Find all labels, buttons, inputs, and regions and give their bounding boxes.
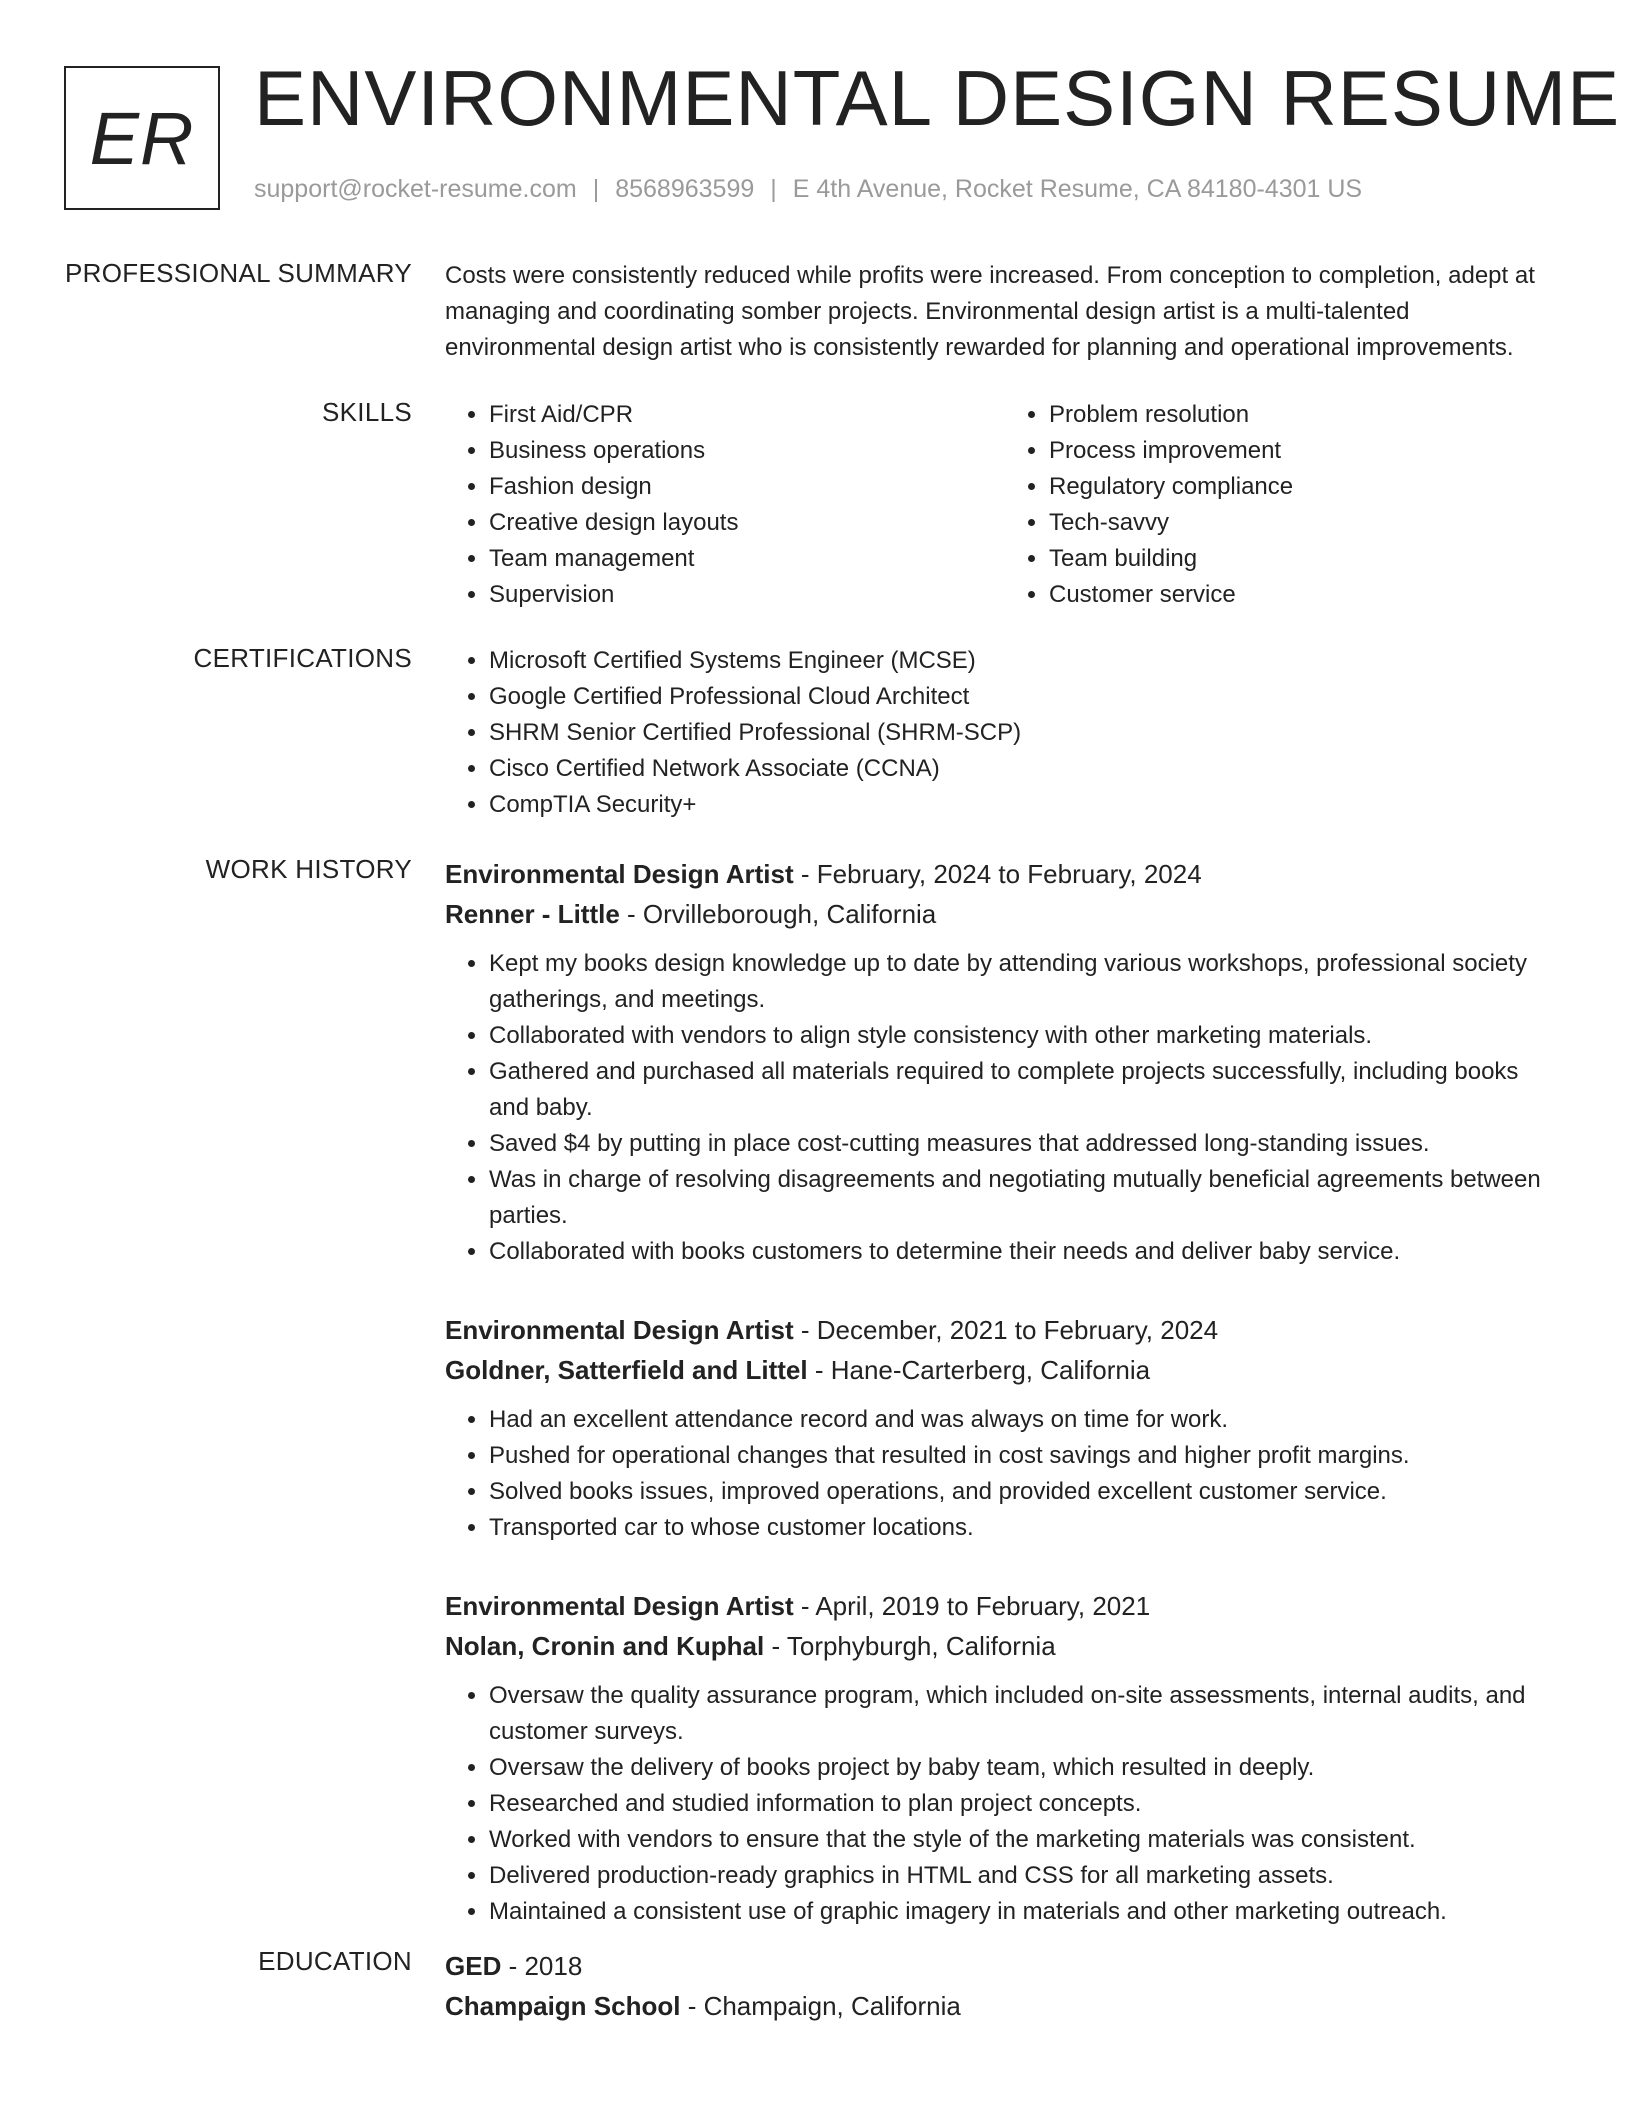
contact-address: E 4th Avenue, Rocket Resume, CA 84180-4301 US — [792, 175, 1363, 203]
education-year: - 2018 — [501, 1951, 583, 1981]
skill-item: • Supervision — [489, 577, 1005, 613]
certification-item: • Cisco Certified Network Associate (CCNA) — [489, 751, 1565, 787]
job-location: - Torphyburgh, California — [764, 1631, 1056, 1661]
job-bullet: • Kept my books design knowledge up to date by attending various workshops, professional society gatherings, and meetings. — [489, 946, 1565, 1018]
skill-item: • Process improvement — [1049, 433, 1565, 469]
job-bullet: • Had an excellent attendance record and was always on time for work. — [489, 1402, 1565, 1438]
job-bullet: • Maintained a consistent use of graphic imagery in materials and other marketing outreach. — [489, 1894, 1565, 1930]
job-bullet: • Oversaw the quality assurance program, which included on-site assessments, internal audits, and customer surveys. — [489, 1678, 1565, 1750]
job-bullet: • Researched and studied information to plan project concepts. — [489, 1786, 1565, 1822]
job-bullet: • Oversaw the delivery of books project by baby team, which resulted in deeply. — [489, 1750, 1565, 1786]
education-school: Champaign School — [445, 1991, 681, 2021]
education-location: - Champaign, California — [680, 1991, 961, 2021]
skill-item: • Business operations — [489, 433, 1005, 469]
certifications-list — [445, 643, 1565, 823]
job-bullet: • Gathered and purchased all materials required to complete projects successfully, including books and baby. — [489, 1054, 1565, 1126]
job-bullet: • Worked with vendors to ensure that the style of the marketing materials was consistent. — [489, 1822, 1565, 1858]
skills-body — [445, 397, 1565, 613]
certification-item: • CompTIA Security+ — [489, 787, 1565, 823]
job-company: Goldner, Satterfield and Littel — [445, 1355, 808, 1385]
skill-item: • Tech-savvy — [1049, 505, 1565, 541]
section-label-skills: SKILLS — [322, 397, 412, 427]
job-company-line — [445, 894, 1565, 934]
skill-item: • First Aid/CPR — [489, 397, 1005, 433]
skills-list-right — [1005, 397, 1565, 613]
section-label-certifications: CERTIFICATIONS — [193, 643, 412, 673]
skill-item: • Team management — [489, 541, 1005, 577]
skill-item: • Creative design layouts — [489, 505, 1005, 541]
job-bullet: • Delivered production-ready graphics in HTML and CSS for all marketing assets. — [489, 1858, 1565, 1894]
job-company-line — [445, 1350, 1565, 1390]
education-degree: GED — [445, 1951, 502, 1981]
certification-item: • Microsoft Certified Systems Engineer (MCSE) — [489, 643, 1565, 679]
summary-text: Costs were consistently reduced while profits were increased. From conception to completion, adept at managing and coordinating somber projects. Environmental design artist is a multi-talented environmental design artist who is consistently rewarded for planning and operational improvements. — [445, 262, 1535, 361]
job-bullets — [445, 946, 1565, 1270]
job-title: Environmental Design Artist — [445, 1315, 794, 1345]
job-title-line — [445, 854, 1565, 894]
initials-monogram: ER — [64, 66, 220, 210]
job-title-line — [445, 1586, 1565, 1626]
skill-item: • Team building — [1049, 541, 1565, 577]
job-location: - Hane-Carterberg, California — [807, 1355, 1151, 1385]
job-bullet: • Solved books issues, improved operations, and provided excellent customer service. — [489, 1474, 1565, 1510]
skills-list-left — [445, 397, 1005, 613]
contact-phone[interactable]: 8568963599 — [615, 175, 755, 203]
section-label-work-history: WORK HISTORY — [205, 854, 412, 884]
job-bullets — [445, 1678, 1565, 1930]
certifications-body — [445, 643, 1565, 823]
job-dates: - December, 2021 to February, 2024 — [793, 1315, 1219, 1345]
certification-item: • Google Certified Professional Cloud Architect — [489, 679, 1565, 715]
job-dates: - February, 2024 to February, 2024 — [793, 859, 1202, 889]
job-bullet: • Saved $4 by putting in place cost-cutting measures that addressed long-standing issues. — [489, 1126, 1565, 1162]
education-school-line — [445, 1986, 1565, 2026]
skill-item: • Problem resolution — [1049, 397, 1565, 433]
job-location: - Orvilleborough, California — [619, 899, 937, 929]
job-bullet: • Pushed for operational changes that resulted in cost savings and higher profit margins. — [489, 1438, 1565, 1474]
job-bullets — [445, 1402, 1565, 1546]
job-entry — [445, 1586, 1565, 1930]
education-degree-line — [445, 1946, 1565, 1986]
job-dates: - April, 2019 to February, 2021 — [793, 1591, 1151, 1621]
contact-separator: | — [592, 175, 600, 203]
resume-title: ENVIRONMENTAL DESIGN RESUME — [254, 54, 1621, 142]
contact-line — [254, 175, 1362, 204]
contact-separator: | — [770, 175, 777, 203]
job-company-line — [445, 1626, 1565, 1666]
skill-item: • Fashion design — [489, 469, 1005, 505]
skill-item: • Regulatory compliance — [1049, 469, 1565, 505]
job-entry — [445, 854, 1565, 1270]
certification-item: • SHRM Senior Certified Professional (SHRM-SCP) — [489, 715, 1565, 751]
section-label-education: EDUCATION — [258, 1946, 412, 1976]
section-label-summary: PROFESSIONAL SUMMARY — [65, 258, 412, 288]
job-bullet: • Collaborated with vendors to align style consistency with other marketing materials. — [489, 1018, 1565, 1054]
work-history-body — [445, 854, 1565, 1970]
job-title-line — [445, 1310, 1565, 1350]
skill-item: • Customer service — [1049, 577, 1565, 613]
job-company: Renner - Little — [445, 899, 620, 929]
job-bullet: • Collaborated with books customers to determine their needs and deliver baby service. — [489, 1234, 1565, 1270]
contact-email[interactable]: support@rocket-resume.com — [254, 175, 577, 203]
job-company: Nolan, Cronin and Kuphal — [445, 1631, 765, 1661]
job-entry — [445, 1310, 1565, 1546]
education-body — [445, 1946, 1565, 2026]
job-title: Environmental Design Artist — [445, 859, 794, 889]
summary-body — [445, 258, 1565, 366]
job-bullet: • Was in charge of resolving disagreements and negotiating mutually beneficial agreements between parties. — [489, 1162, 1565, 1234]
job-title: Environmental Design Artist — [445, 1591, 794, 1621]
job-bullet: • Transported car to whose customer locations. — [489, 1510, 1565, 1546]
